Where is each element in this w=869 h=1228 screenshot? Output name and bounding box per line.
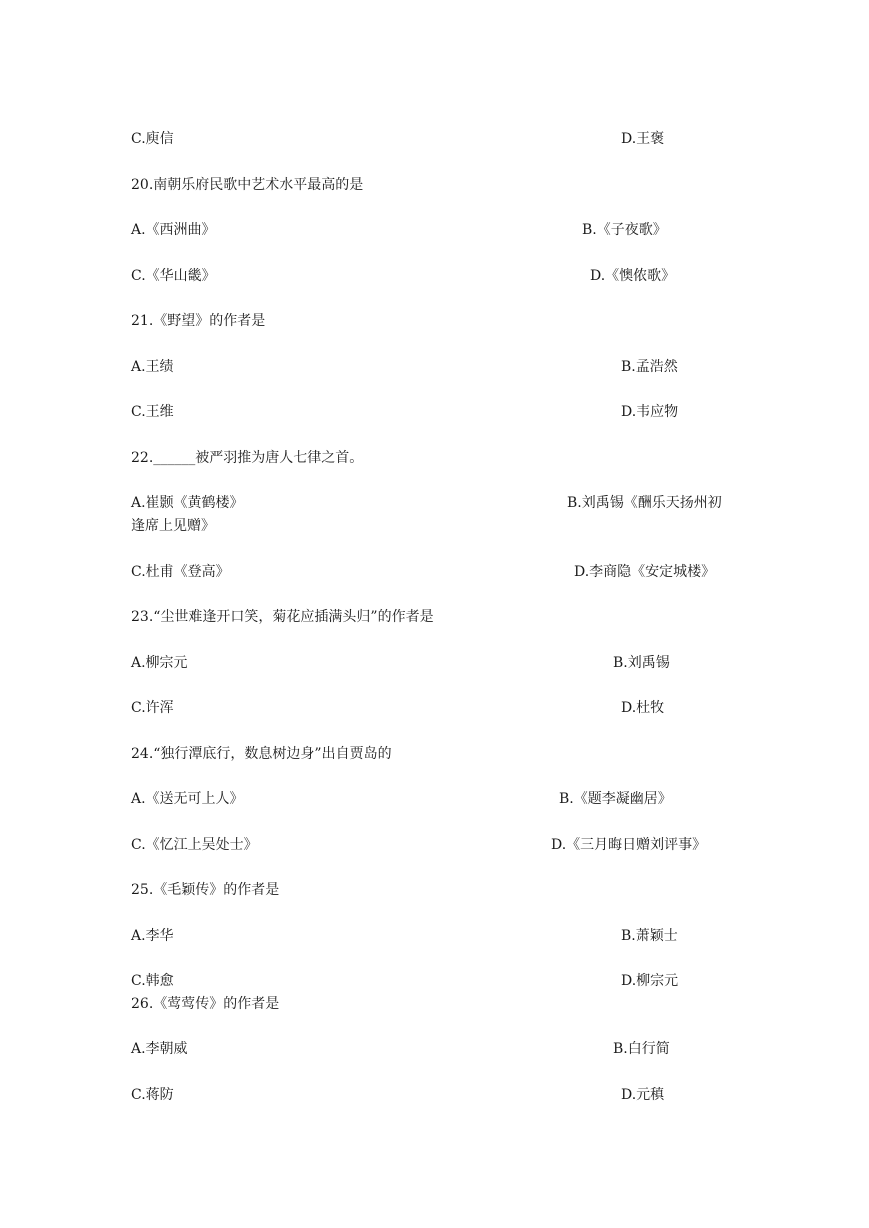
q22-option-d: D.李商隐《安定城楼》 — [574, 564, 716, 580]
q26-option-d: D.元稹 — [621, 1087, 665, 1103]
q23-option-c: C.许浑 — [131, 700, 174, 716]
q23-option-a: A.柳宗元 — [131, 655, 188, 671]
question-26: 26.《莺莺传》的作者是 — [131, 996, 280, 1012]
q24-option-c: C.《忆江上吴处士》 — [131, 837, 258, 853]
q25-option-d: D.柳宗元 — [621, 973, 679, 989]
q20-option-a: A.《西洲曲》 — [131, 222, 216, 238]
q21-option-a: A.王绩 — [131, 359, 174, 375]
q25-option-c: C.韩愈 — [131, 973, 174, 989]
q26-option-b: B.白行简 — [613, 1041, 670, 1057]
q24-option-d: D.《三月晦日赠刘评事》 — [551, 837, 707, 853]
q24-option-b: B.《题李凝幽居》 — [559, 791, 672, 807]
question-24: 24.“独行潭底行，数息树边身”出自贾岛的 — [131, 746, 392, 762]
question-23: 23.“尘世难逢开口笑，菊花应插满头归”的作者是 — [131, 609, 434, 625]
q21-option-b: B.孟浩然 — [621, 359, 678, 375]
q20-option-d: D.《懊侬歌》 — [590, 268, 676, 284]
q22-option-c: C.杜甫《登高》 — [131, 564, 230, 580]
q22-option-a: A.崔颢《黄鹤楼》 — [131, 495, 244, 511]
q23-option-b: B.刘禹锡 — [613, 655, 670, 671]
q22-option-b: B.刘禹锡《酬乐天扬州初 — [567, 495, 722, 511]
q20-option-b: B.《子夜歌》 — [582, 222, 667, 238]
q22-option-b-continued: 逢席上见赠》 — [131, 518, 215, 534]
q26-option-c: C.蒋防 — [131, 1087, 174, 1103]
q25-option-b: B.萧颖士 — [621, 928, 678, 944]
question-25: 25.《毛颖传》的作者是 — [131, 882, 280, 898]
q24-option-a: A.《送无可上人》 — [131, 791, 244, 807]
question-22: 22.______被严羽推为唐人七律之首。 — [131, 450, 364, 466]
q25-option-a: A.李华 — [131, 928, 174, 944]
q19-option-d: D.王褒 — [621, 131, 665, 147]
q23-option-d: D.杜牧 — [621, 700, 665, 716]
q20-option-c: C.《华山畿》 — [131, 268, 216, 284]
q21-option-d: D.韦应物 — [621, 404, 679, 420]
q19-option-c: C.庾信 — [131, 131, 174, 147]
question-21: 21.《野望》的作者是 — [131, 313, 266, 329]
question-20: 20.南朝乐府民歌中艺术水平最高的是 — [131, 177, 364, 193]
q21-option-c: C.王维 — [131, 404, 174, 420]
q26-option-a: A.李朝威 — [131, 1041, 188, 1057]
